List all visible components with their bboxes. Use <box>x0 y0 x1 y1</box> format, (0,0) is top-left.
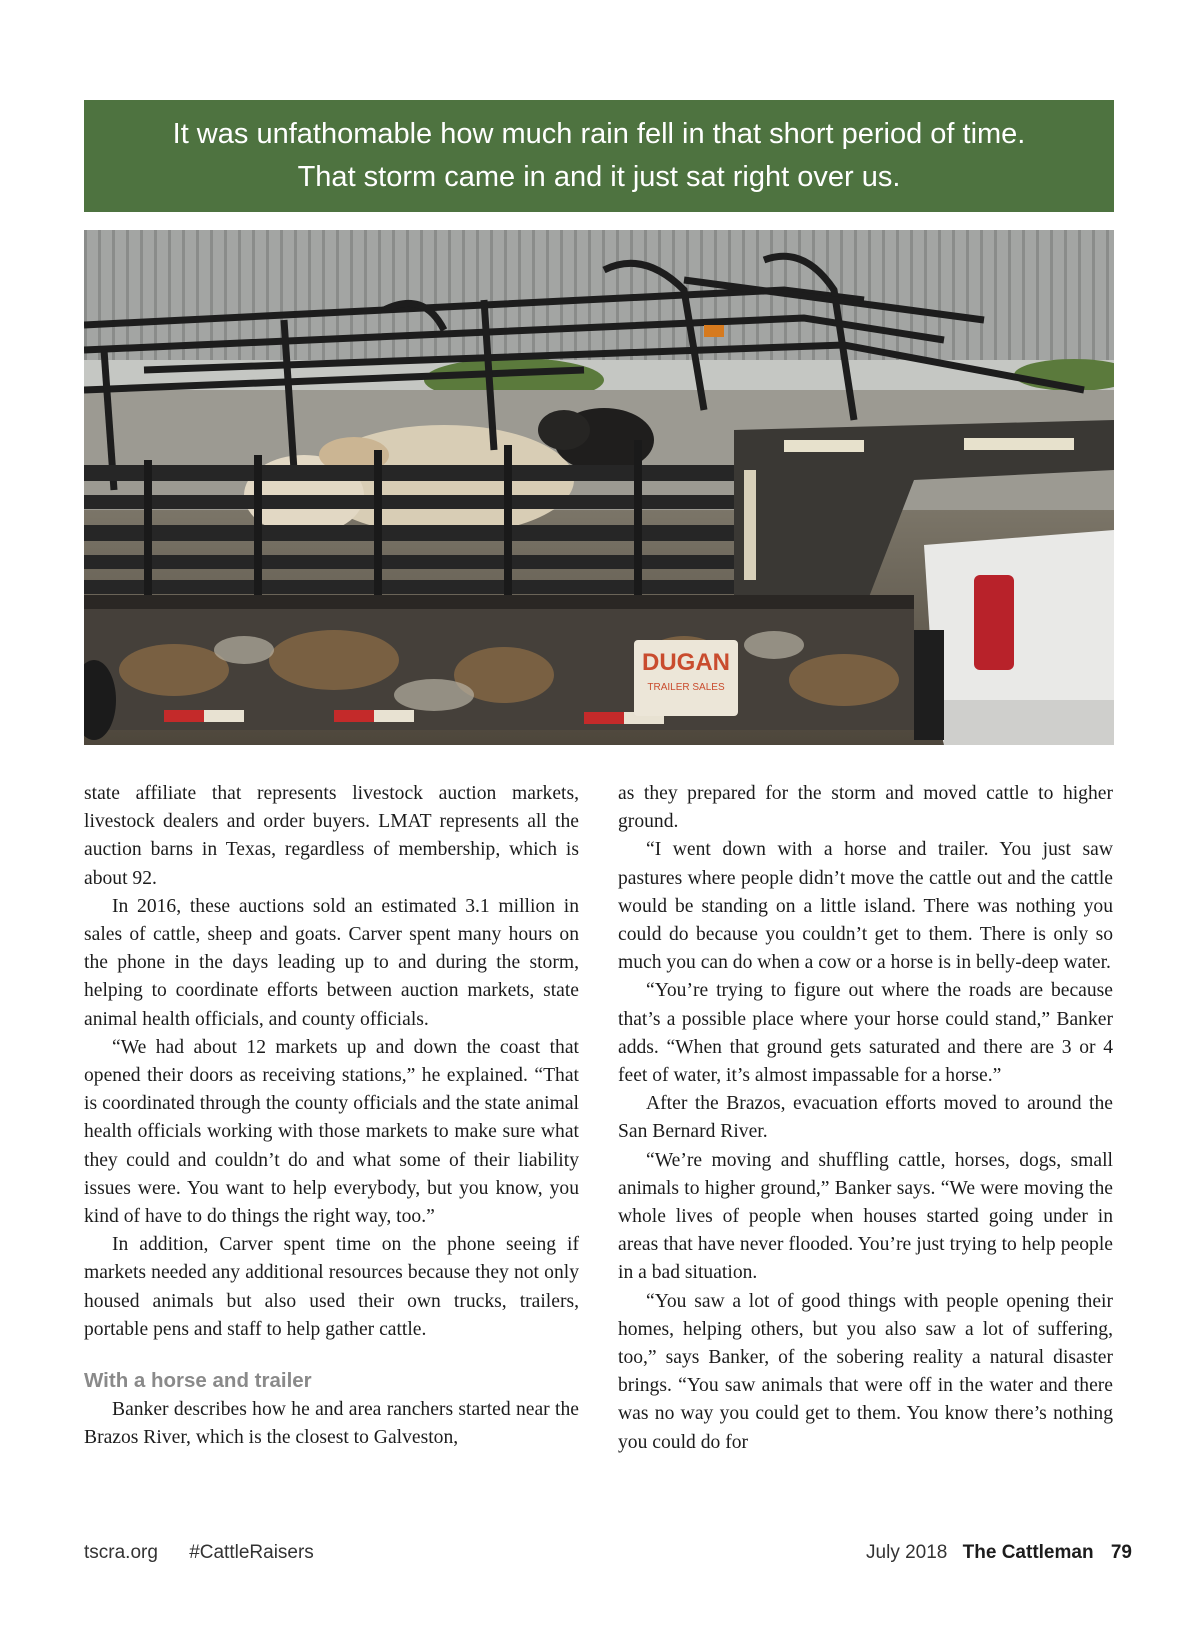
page-footer <box>84 1542 1132 1572</box>
article-paragraph: Banker describes how he and area ranchers started near the Brazos River, which is the closest to Galveston, <box>84 1399 579 1449</box>
article-paragraph: “We had about 12 markets up and down the coast that opened their doors as receiving stations,” he explained. “That is coordinated through the county officials and the state animal health officials working with those markets to make sure what they could and couldn’t do and what some of their liability issues were. You want to help everybody, but you know, you kind of have to do things the right way, too.” <box>84 1036 579 1228</box>
article-left-column <box>84 780 579 1452</box>
article-paragraph: In 2016, these auctions sold an estimated 3.1 million in sales of cattle, sheep and goats. Carver spent many hours on the phone in the days leading up to and during the storm, helping to coordinate efforts between auction markets, state animal health officials, and county officials. <box>84 895 579 1030</box>
dealer-sign-subtitle: TRAILER SALES <box>647 682 725 693</box>
section-subhead: With a horse and trailer <box>84 1369 312 1393</box>
cattle-trailer-photo <box>84 230 1114 745</box>
article-paragraph: “You’re trying to figure out where the roads are because that’s a possible place where your horse could stand,” Banker adds. “When that ground gets saturated and there are 3 or 4 feet of water, it’s almost impassable for a horse.” <box>618 980 1113 1087</box>
footer-website: tscra.org <box>84 1542 158 1563</box>
pull-quote-line-2: That storm came in and it just sat right over us. <box>297 161 901 193</box>
reflectors <box>164 710 664 724</box>
footer-hashtag: #CattleRaisers <box>189 1542 314 1563</box>
article-paragraph: “You saw a lot of good things with people opening their homes, helping others, but you also saw a lot of suffering, too,” says Banker, of the sobering reality a natural disaster brings. “You saw animals that were off in the water and there was no way you could get to them. You know there’s nothing you could do for <box>618 1290 1113 1453</box>
article-right-column <box>618 780 1113 1457</box>
article-paragraph: “I went down with a horse and trailer. You just saw pastures where people didn’t move the cattle out and the cattle would be standing on a little island. There was nothing you could do because you couldn’t get to them. There is only so much you can do when a cow or a horse is in belly-deep water. <box>618 839 1113 974</box>
footer-date: July 2018 <box>866 1542 948 1563</box>
article-paragraph: In addition, Carver spent time on the phone seeing if markets needed any additional resources because they not only housed animals but also used their own trucks, trailers, portable pens and staff to help gather cattle. <box>84 1234 579 1340</box>
pull-quote-line-1: It was unfathomable how much rain fell in that short period of time. <box>172 118 1026 150</box>
page-number: 79 <box>1110 1542 1132 1563</box>
dealer-sign <box>634 640 738 716</box>
article-paragraph: as they prepared for the storm and moved cattle to higher ground. <box>618 783 1113 833</box>
pickup-truck <box>914 530 1114 745</box>
article-paragraph: state affiliate that represents livestock auction markets, livestock dealers and order buyers. LMAT represents all the auction barns in Texas, regardless of membership, which is about 92. <box>84 783 579 889</box>
pull-quote <box>84 100 1114 212</box>
footer-magazine-name: The Cattleman <box>962 1542 1094 1563</box>
dealer-sign-title: DUGAN <box>642 649 730 676</box>
article-paragraph: After the Brazos, evacuation efforts moved to around the San Bernard River. <box>618 1093 1113 1143</box>
article-paragraph: “We’re moving and shuffling cattle, horses, dogs, small animals to higher ground,” Banker says. “We were moving the whole lives of people when houses started going under in areas that have never flooded. You’re just trying to help people in a bad situation. <box>618 1149 1113 1284</box>
